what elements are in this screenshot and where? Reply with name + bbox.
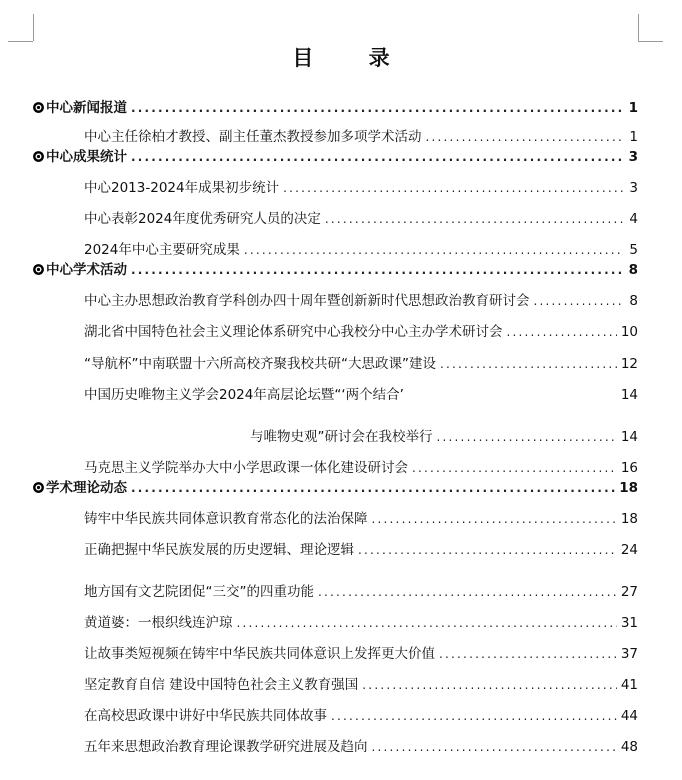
bullet-icon — [33, 482, 44, 493]
dot-leader — [237, 612, 617, 634]
dot-leader — [283, 177, 624, 199]
toc-entry-label: 五年来思想政治教育理论课教学研究进展及趋向 — [84, 739, 368, 755]
page-number: 16 — [620, 460, 638, 476]
toc-entry-label: 马克思主义学院举办大中小学思政课一体化建设研讨会 — [84, 460, 408, 476]
dot-leader — [439, 643, 617, 665]
toc-section-label: 中心学术活动 — [46, 262, 127, 278]
dot-leader — [131, 259, 624, 281]
toc-entry[interactable] — [84, 612, 638, 634]
toc-entry[interactable] — [84, 353, 638, 375]
toc-entry[interactable] — [84, 674, 638, 696]
toc-section[interactable] — [33, 259, 638, 281]
toc-entry-label: 地方国有文艺院团促“三交”的四重功能 — [84, 584, 314, 600]
toc-entry[interactable] — [84, 239, 638, 261]
page-number: 3 — [628, 149, 638, 165]
dot-leader — [325, 208, 624, 230]
toc-entry-label: 铸牢中华民族共同体意识教育常态化的法治保障 — [84, 511, 368, 527]
dot-leader — [372, 508, 617, 530]
page-number: 1 — [628, 100, 638, 116]
toc-entry-label: 中心主任徐柏才教授、副主任董杰教授参加多项学术活动 — [84, 129, 422, 145]
toc-entry[interactable] — [84, 736, 638, 758]
page-number: 27 — [620, 584, 638, 600]
dot-leader — [440, 353, 617, 375]
toc-entry[interactable] — [84, 581, 638, 603]
page-number: 10 — [620, 324, 638, 340]
toc-entry[interactable] — [84, 126, 638, 148]
toc-entry-label: 在高校思政课中讲好中华民族共同体故事 — [84, 708, 327, 724]
dot-leader — [507, 321, 617, 343]
page-number: 18 — [620, 511, 638, 527]
dot-leader — [412, 457, 617, 479]
toc-entry-continuation[interactable] — [250, 426, 638, 448]
page-number: 37 — [620, 646, 638, 662]
toc-section[interactable] — [33, 477, 638, 499]
toc-section-label: 中心成果统计 — [46, 149, 127, 165]
page-number: 24 — [620, 542, 638, 558]
toc-section[interactable] — [33, 146, 638, 168]
page-number: 12 — [620, 356, 638, 372]
dot-leader — [331, 705, 617, 727]
toc-entry[interactable] — [84, 384, 638, 406]
bullet-icon — [33, 151, 44, 162]
toc-entry-label: 中心主办思想政治教育学科创办四十周年暨创新新时代思想政治教育研讨会 — [84, 293, 530, 309]
dot-leader — [426, 126, 625, 148]
dot-leader — [244, 239, 624, 261]
toc-entry[interactable] — [84, 177, 638, 199]
toc-title: 目 录 — [292, 46, 414, 70]
page-number: 14 — [620, 387, 638, 403]
toc-entry-label: 2024年中心主要研究成果 — [84, 242, 240, 258]
page-number: 18 — [619, 480, 638, 496]
dot-leader — [318, 581, 617, 603]
bullet-icon — [33, 102, 44, 113]
page-number: 8 — [629, 293, 638, 309]
crop-mark-top-left-vertical — [33, 14, 34, 41]
toc-entry-label: “导航杯”中南联盟十六所高校齐聚我校共研“大思政课”建设 — [84, 356, 436, 372]
toc-entry-label: 湖北省中国特色社会主义理论体系研究中心我校分中心主办学术研讨会 — [84, 324, 503, 340]
toc-entry-label: 黄道婆：一根织线连沪琼 — [84, 615, 233, 631]
toc-entry-label: 中心表彰2024年度优秀研究人员的决定 — [84, 211, 321, 227]
toc-entry-label: 让故事类短视频在铸牢中华民族共同体意识上发挥更大价值 — [84, 646, 435, 662]
page-number: 1 — [629, 129, 638, 145]
toc-entry-label: 中心2013-2024年成果初步统计 — [84, 180, 280, 196]
dot-leader — [131, 97, 624, 119]
dot-leader — [437, 426, 617, 448]
dot-leader — [534, 290, 625, 312]
toc-entry-label: 正确把握中华民族发展的历史逻辑、理论逻辑 — [84, 542, 354, 558]
page-number: 5 — [629, 242, 638, 258]
page-number: 4 — [629, 211, 638, 227]
toc-section[interactable] — [33, 97, 638, 119]
toc-entry[interactable] — [84, 705, 638, 727]
toc-entry-label: 中国历史唯物主义学会2024年高层论坛暨“‘两个结合’ — [84, 387, 404, 403]
page-number: 8 — [628, 262, 638, 278]
toc-entry[interactable] — [84, 321, 638, 343]
page-number: 44 — [620, 708, 638, 724]
toc-entry[interactable] — [84, 290, 638, 312]
page-number: 14 — [620, 429, 638, 445]
toc-entry[interactable] — [84, 643, 638, 665]
dot-leader — [362, 674, 617, 696]
toc-entry-label: 与唯物史观”研讨会在我校举行 — [250, 429, 433, 445]
dot-leader — [131, 477, 615, 499]
page-number: 41 — [620, 677, 638, 693]
toc-entry[interactable] — [84, 508, 638, 530]
crop-mark-top-right-vertical — [638, 14, 639, 41]
toc-entry-label: 坚定教育自信 建设中国特色社会主义教育强国 — [84, 677, 359, 693]
toc-entry[interactable] — [84, 457, 638, 479]
bullet-icon — [33, 264, 44, 275]
toc-section-label: 学术理论动态 — [46, 480, 127, 496]
page-number: 48 — [620, 739, 638, 755]
page-number: 31 — [620, 615, 638, 631]
dot-leader — [358, 539, 617, 561]
toc-entry[interactable] — [84, 208, 638, 230]
dot-leader — [131, 146, 624, 168]
dot-leader — [372, 736, 617, 758]
toc-entry[interactable] — [84, 539, 638, 561]
toc-section-label: 中心新闻报道 — [46, 100, 127, 116]
page-number: 3 — [629, 180, 638, 196]
